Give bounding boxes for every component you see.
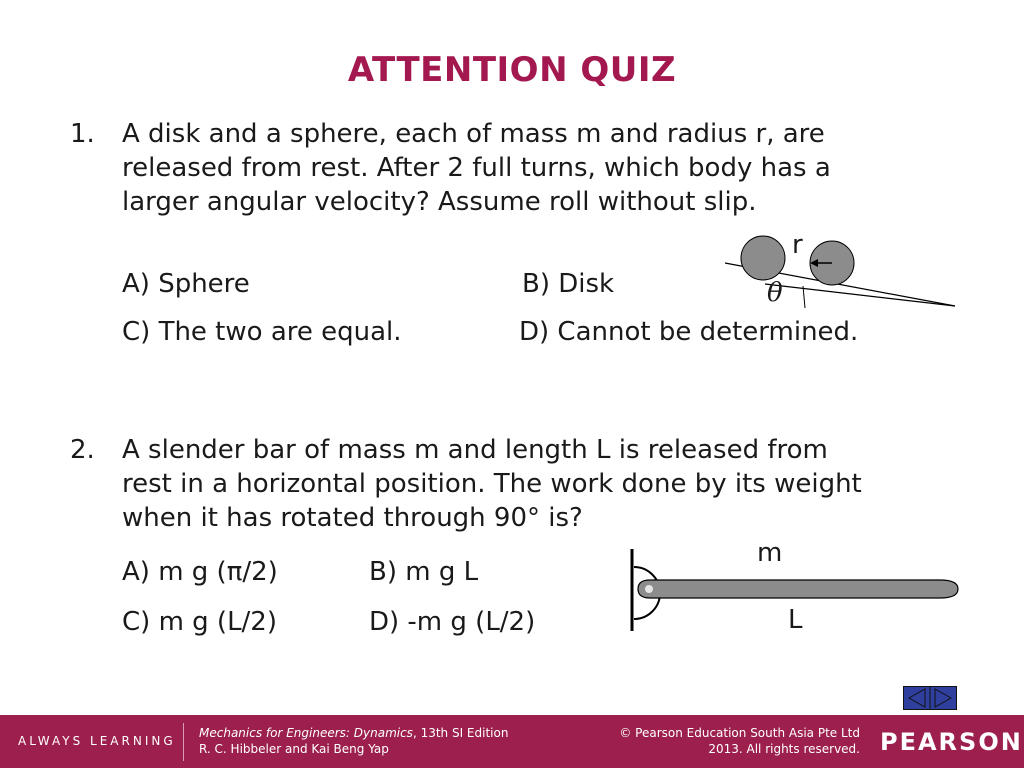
slide-navigation <box>903 686 957 710</box>
question-1-text <box>122 117 992 219</box>
question-1-option-d: D) Cannot be determined. <box>519 317 859 347</box>
angle-marker <box>803 286 805 308</box>
question-2-option-b: B) m g L <box>369 557 479 587</box>
question-2-option-a: A) m g (π/2) <box>122 557 278 587</box>
incline-figure <box>715 228 965 318</box>
question-1-option-b: B) Disk <box>522 269 615 299</box>
pivot-pin <box>645 585 653 593</box>
footer-book-info <box>199 725 508 757</box>
copyright-line-1: © Pearson Education South Asia Pte Ltd <box>619 726 860 740</box>
footer-divider <box>183 723 184 761</box>
mass-label: m <box>757 538 783 568</box>
length-label: L <box>788 605 803 635</box>
question-1-line-3: larger angular velocity? Assume roll without slip. <box>122 187 757 217</box>
question-2-line-1: A slender bar of mass m and length L is released from <box>122 435 828 465</box>
question-1-line-2: released from rest. After 2 full turns, which body has a <box>122 153 831 183</box>
always-learning-tagline: ALWAYS LEARNING <box>18 734 176 748</box>
book-edition: , 13th SI Edition <box>412 726 509 740</box>
incline-base <box>765 284 955 306</box>
question-1-option-c: C) The two are equal. <box>122 317 402 347</box>
question-2-line-2: rest in a horizontal position. The work done by its weight <box>122 469 862 499</box>
question-2-line-3: when it has rotated through 90° is? <box>122 503 583 533</box>
question-2-option-d: D) -m g (L/2) <box>369 607 536 637</box>
radius-label: r <box>792 230 803 260</box>
question-2-text <box>122 433 992 535</box>
footer-copyright <box>560 725 860 757</box>
forward-arrow-icon[interactable] <box>930 686 957 710</box>
pearson-logo: PEARSON <box>880 728 1023 756</box>
question-1-number: 1. <box>70 119 95 149</box>
question-1-option-a: A) Sphere <box>122 269 250 299</box>
back-arrow-icon[interactable] <box>903 686 930 710</box>
book-title: Mechanics for Engineers: Dynamics <box>199 726 413 740</box>
question-1-line-1: A disk and a sphere, each of mass m and radius r, are <box>122 119 825 149</box>
sphere-shape <box>741 236 785 280</box>
slender-bar <box>638 580 958 598</box>
book-authors: R. C. Hibbeler and Kai Beng Yap <box>199 742 389 756</box>
question-2-option-c: C) m g (L/2) <box>122 607 277 637</box>
page-title: ATTENTION QUIZ <box>347 50 677 90</box>
copyright-line-2: 2013. All rights reserved. <box>708 742 860 756</box>
question-2-number: 2. <box>70 435 95 465</box>
angle-label: θ <box>767 278 783 308</box>
